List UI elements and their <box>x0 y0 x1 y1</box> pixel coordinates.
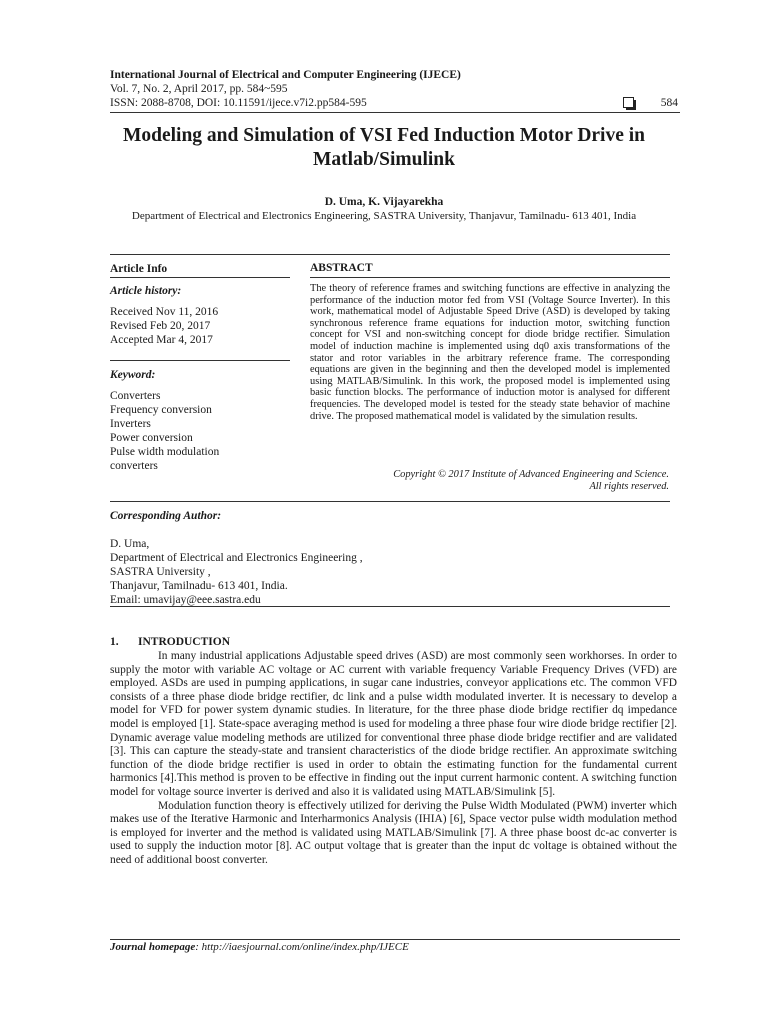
intro-body <box>110 650 677 868</box>
keyword-item: converters <box>110 460 158 472</box>
copyright <box>310 469 669 493</box>
copyright-line-2: All rights reserved. <box>589 481 669 492</box>
authors: D. Uma, K. Vijayarekha <box>324 196 444 208</box>
corresponding-rule <box>110 606 670 607</box>
header-rule <box>110 112 680 113</box>
corresponding-line: Department of Electrical and Electronics Engineering , <box>110 552 363 564</box>
keyword-item: Power conversion <box>110 432 193 444</box>
footer-rule <box>110 939 680 940</box>
intro-paragraph-1: In many industrial applications Adjustable speed drives (ASD) are most commonly seen workhorses. In order to supply the motor with variable AC voltage or AC current with variable frequency Variable Frequency Drives (VFD) are employed. ASDs are used in pumping applications, in sugar cane industries, conveyor applications etc. The common VFD consists of a three phase diode bridge rectifier, dc link and a pulse width modulated inverter. It is necessary to develop a model for VFD for power system dynamic studies. In literature, for the three phase diode bridge rectifier dq impedance model is employed [1]. State-space averaging method is used for modeling a three phase four wire diode bridge rectifier [2]. Dynamic average value modeling methods are utilized for conventional three phase diode bridge rectifier and are validated [3]. This can capture the steady-state and transient characteristics of the diode bridge rectifier. An approximate switching function of the diode bridge rectifier is used in order to obtain the estimating function for the fundamental current harmonics [4].This method is proven to be effective in finding out the input current harmonic content. A switching function model for voltage source inverter is derived and also it is validated using MATLAB/Simulink [5]. <box>110 650 677 798</box>
paper-title <box>60 124 708 172</box>
title-line-1: Modeling and Simulation of VSI Fed Induction Motor Drive in <box>122 125 646 146</box>
keywords-block <box>110 368 290 473</box>
corresponding-line: SASTRA University , <box>110 566 211 578</box>
article-info-heading: Article Info <box>110 263 168 275</box>
received-date: Received Nov 11, 2016 <box>110 306 219 318</box>
page-marker-icon <box>623 97 634 108</box>
keyword-item: Pulse width modulation <box>110 446 220 458</box>
title-line-2: Matlab/Simulink <box>313 149 455 170</box>
keyword-heading: Keyword: <box>110 369 156 381</box>
abstract-text: The theory of reference frames and switching functions are effective in analyzing the performance of the induction motor fed from VSI (Voltage Source Inverter). In this work, mathematical model of Adjustable Speed Drive (ASD) is developed by taking synchronous reference frame equations for induction motor, switching function concept for VSI and non-switching concept for diode bridge rectifier. Simulation model of induction machine is implemented using dq0 axis transformations of the stator and rotor variables in the arbitrary reference frame. The corresponding equations are given in the beginning and then the developed model is implemented using MATLAB/Simulink. In this work, the proposed model is implemented using basic function blocks. The performance of induction motor is analysed for different frequencies. The developed model is tested for the steady state behavior of machine drive. The proposed mathematical model is validated by the simulation results. <box>310 283 670 422</box>
corresponding-heading: Corresponding Author: <box>110 510 222 522</box>
section-title: INTRODUCTION <box>138 636 231 648</box>
section-number: 1. <box>110 636 119 648</box>
revised-date: Revised Feb 20, 2017 <box>110 320 211 332</box>
corresponding-author <box>110 509 670 607</box>
article-info-rule <box>110 277 290 278</box>
journal-header <box>110 68 680 110</box>
corresponding-line: Thanjavur, Tamilnadu- 613 401, India. <box>110 580 288 592</box>
keyword-item: Inverters <box>110 418 151 430</box>
journal-volume: Vol. 7, No. 2, April 2017, pp. 584~595 <box>110 83 288 95</box>
corresponding-line: D. Uma, <box>110 538 150 550</box>
copyright-line-1: Copyright © 2017 Institute of Advanced Engineering and Science. <box>393 469 669 480</box>
history-rule <box>110 360 290 361</box>
section-heading <box>110 636 230 648</box>
abstract-heading: ABSTRACT <box>310 262 373 274</box>
abstract-rule <box>310 277 670 278</box>
corresponding-email: Email: umavijay@eee.sastra.edu <box>110 594 261 606</box>
history-heading: Article history: <box>110 285 182 297</box>
homepage-label: Journal homepage <box>110 941 196 953</box>
keyword-item: Converters <box>110 390 161 402</box>
page-number: 584 <box>660 97 678 109</box>
keyword-item: Frequency conversion <box>110 404 212 416</box>
journal-issn-doi: ISSN: 2088-8708, DOI: 10.11591/ijece.v7i2.pp584-595 <box>110 97 367 109</box>
journal-name: International Journal of Electrical and Computer Engineering (IJECE) <box>110 69 461 81</box>
top-rule <box>110 254 670 255</box>
journal-homepage <box>110 941 409 953</box>
abstract-bottom-rule <box>110 501 670 502</box>
homepage-url[interactable]: : http://iaesjournal.com/online/index.php/IJECE <box>195 941 409 953</box>
accepted-date: Accepted Mar 4, 2017 <box>110 334 213 346</box>
article-history <box>110 284 290 347</box>
affiliation: Department of Electrical and Electronics Engineering, SASTRA University, Thanjavur, Tamilnadu- 613 401, India <box>131 210 637 222</box>
intro-paragraph-2: Modulation function theory is effectively utilized for deriving the Pulse Width Modulated (PWM) inverter which makes use of the Iterative Harmonic and Interharmonics Analysis (IHIA) [6], Space vector pulse width modulation method is employed for inverter and the method is validated using MATLAB/Simulink [7]. A three phase boost dc-ac converter is used to supply the induction motor [8]. AC output voltage that is greater than the input dc voltage is obtained without the need of additional boost converter. <box>110 799 677 866</box>
